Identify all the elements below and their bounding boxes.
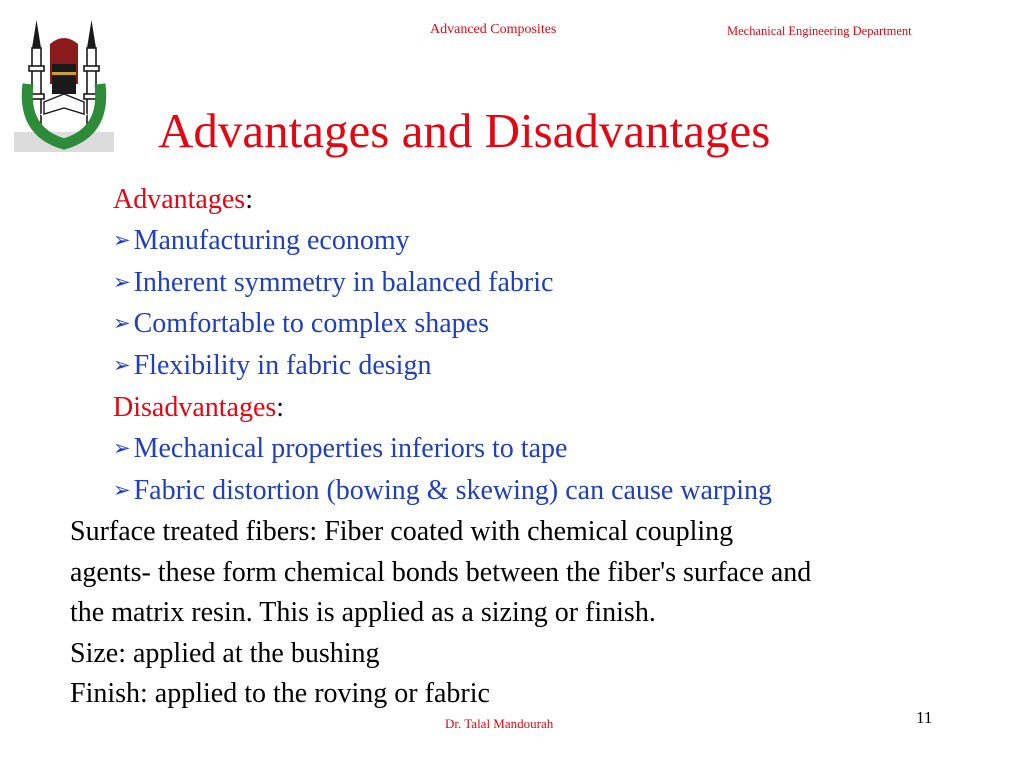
- surface-treatment-paragraph: [70, 512, 990, 715]
- disadvantages-heading: Disadvantages:: [113, 391, 285, 423]
- paragraph-line: the matrix resin. This is applied as a sizing or finish.: [70, 597, 656, 628]
- slide-title: Advantages and Disadvantages: [158, 103, 771, 158]
- arrow-bullet-icon: ➢: [113, 227, 131, 252]
- advantages-heading: Advantages:: [113, 184, 253, 215]
- arrow-bullet-icon: ➢: [113, 269, 131, 294]
- author-footer: Dr. Talal Mandourah: [445, 716, 554, 731]
- paragraph-line: Size: applied at the bushing: [70, 637, 380, 669]
- list-item: ➢ Comfortable to complex shapes: [113, 308, 489, 340]
- list-item: ➢ Manufacturing economy: [113, 224, 410, 256]
- arrow-bullet-icon: ➢: [113, 435, 131, 460]
- pros-cons-list: [113, 180, 772, 512]
- course-header: Advanced Composites: [430, 22, 557, 37]
- arrow-bullet-icon: ➢: [113, 353, 131, 378]
- list-item: ➢ Mechanical properties inferiors to tape: [113, 432, 568, 464]
- university-emblem-icon: [14, 14, 114, 154]
- list-item: ➢ Flexibility in fabric design: [113, 350, 432, 382]
- department-header: Mechanical Engineering Department: [727, 24, 912, 38]
- paragraph-line: Finish: applied to the roving or fabric: [70, 678, 490, 709]
- list-item: ➢ Fabric distortion (bowing & skewing) can cause warping: [113, 474, 773, 506]
- page-number: 11: [916, 708, 933, 727]
- arrow-bullet-icon: ➢: [113, 311, 131, 336]
- list-item: ➢ Inherent symmetry in balanced fabric: [113, 266, 554, 298]
- paragraph-line: agents- these form chemical bonds between the fiber's surface and: [70, 556, 812, 588]
- arrow-bullet-icon: ➢: [113, 477, 131, 502]
- paragraph-line: Surface treated fibers: Fiber coated with chemical coupling: [70, 516, 734, 547]
